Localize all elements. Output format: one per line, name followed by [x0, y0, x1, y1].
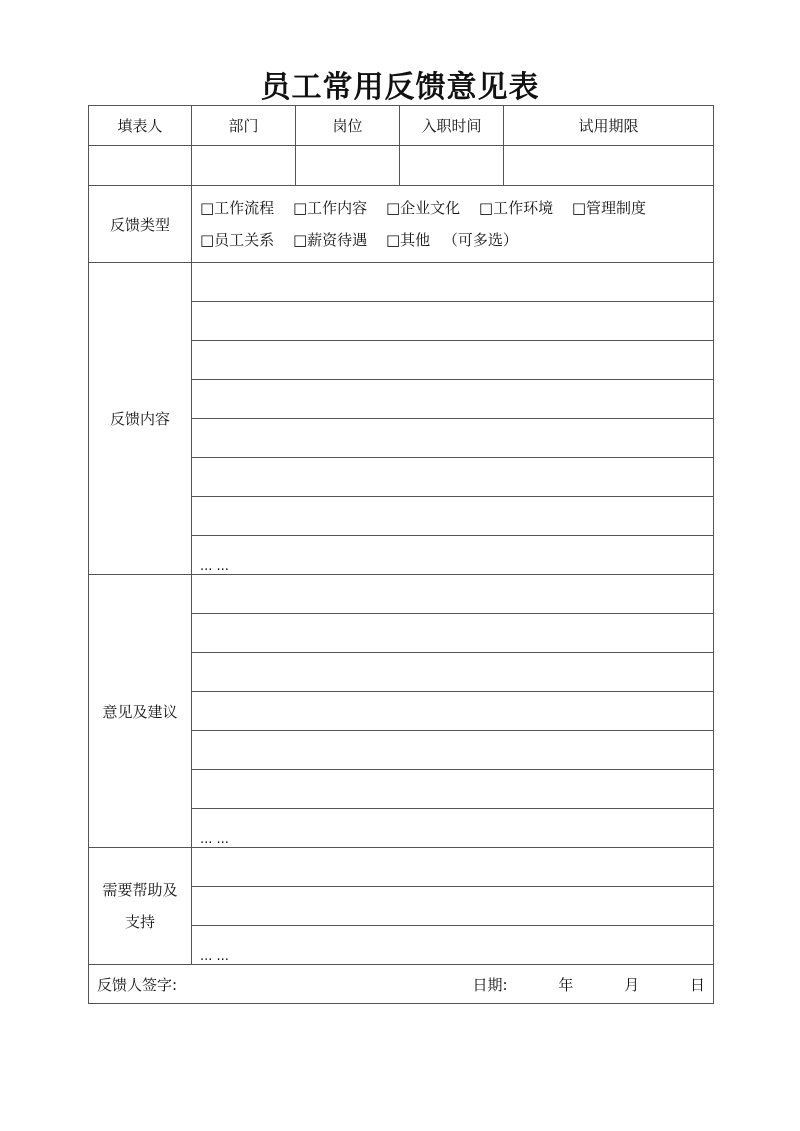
feedback-content-field[interactable]	[192, 419, 714, 458]
help-ellipsis[interactable]	[192, 926, 714, 965]
option-management-system[interactable]: □管理制度	[571, 199, 647, 217]
feedback-content-field[interactable]	[192, 458, 714, 497]
suggestion-field[interactable]	[192, 575, 714, 614]
help-label	[89, 848, 192, 965]
multi-select-note: （可多选）	[442, 231, 518, 249]
ellipsis-text: ... ...	[200, 832, 229, 847]
suggestion-field[interactable]	[192, 614, 714, 653]
option-other[interactable]: □其他	[385, 231, 431, 249]
feedback-content-field[interactable]	[192, 380, 714, 419]
option-work-process[interactable]: □工作流程	[200, 199, 275, 217]
feedback-content-line	[89, 263, 714, 302]
signature-label: 反馈人签字:	[97, 975, 178, 994]
month-label: 月	[624, 975, 640, 994]
signature-cell	[89, 965, 714, 1004]
signature-row	[89, 965, 714, 1004]
probation-field[interactable]	[504, 146, 714, 186]
suggestions-label: 意见及建议	[89, 575, 192, 848]
suggestion-field[interactable]	[192, 653, 714, 692]
help-label-line-1: 需要帮助及	[102, 881, 178, 899]
ellipsis-text: ... ...	[200, 559, 229, 574]
header-input-row	[89, 146, 714, 186]
option-employee-relations[interactable]: □员工关系	[200, 231, 275, 249]
feedback-content-ellipsis[interactable]	[192, 536, 714, 575]
date-label: 日期:	[472, 975, 508, 994]
suggestion-field[interactable]	[192, 770, 714, 809]
join-time-field[interactable]	[400, 146, 504, 186]
suggestion-field[interactable]	[192, 731, 714, 770]
suggestion-field[interactable]	[192, 692, 714, 731]
date-group	[473, 974, 713, 995]
option-work-content[interactable]: □工作内容	[292, 199, 368, 217]
filler-field[interactable]	[89, 146, 192, 186]
help-field[interactable]	[192, 887, 714, 926]
suggestion-ellipsis[interactable]	[192, 809, 714, 848]
day-label: 日	[689, 975, 705, 994]
feedback-content-field[interactable]	[192, 497, 714, 536]
feedback-type-label: 反馈类型	[89, 186, 192, 263]
department-label: 部门	[192, 106, 296, 146]
department-field[interactable]	[192, 146, 296, 186]
probation-label: 试用期限	[504, 106, 714, 146]
option-work-environment[interactable]: □工作环境	[478, 199, 554, 217]
filler-label: 填表人	[89, 106, 192, 146]
feedback-content-field[interactable]	[192, 341, 714, 380]
help-field[interactable]	[192, 848, 714, 887]
feedback-type-row	[89, 186, 714, 263]
feedback-type-options	[192, 186, 714, 263]
help-line	[89, 848, 714, 887]
option-salary-benefits[interactable]: □薪资待遇	[292, 231, 368, 249]
help-label-line-2: 支持	[124, 913, 155, 931]
page-title: 员工常用反馈意见表	[260, 70, 540, 105]
join-time-label: 入职时间	[400, 106, 504, 146]
ellipsis-text: ... ...	[200, 949, 229, 964]
header-row	[89, 106, 714, 146]
suggestion-line	[89, 575, 714, 614]
feedback-content-label: 反馈内容	[89, 263, 192, 575]
options-row-1	[200, 192, 713, 224]
position-label: 岗位	[296, 106, 400, 146]
position-field[interactable]	[296, 146, 400, 186]
option-corporate-culture[interactable]: □企业文化	[385, 199, 461, 217]
year-label: 年	[558, 975, 574, 994]
feedback-content-field[interactable]	[192, 263, 714, 302]
feedback-content-field[interactable]	[192, 302, 714, 341]
options-row-2	[200, 224, 713, 256]
feedback-form-table	[88, 105, 714, 1004]
